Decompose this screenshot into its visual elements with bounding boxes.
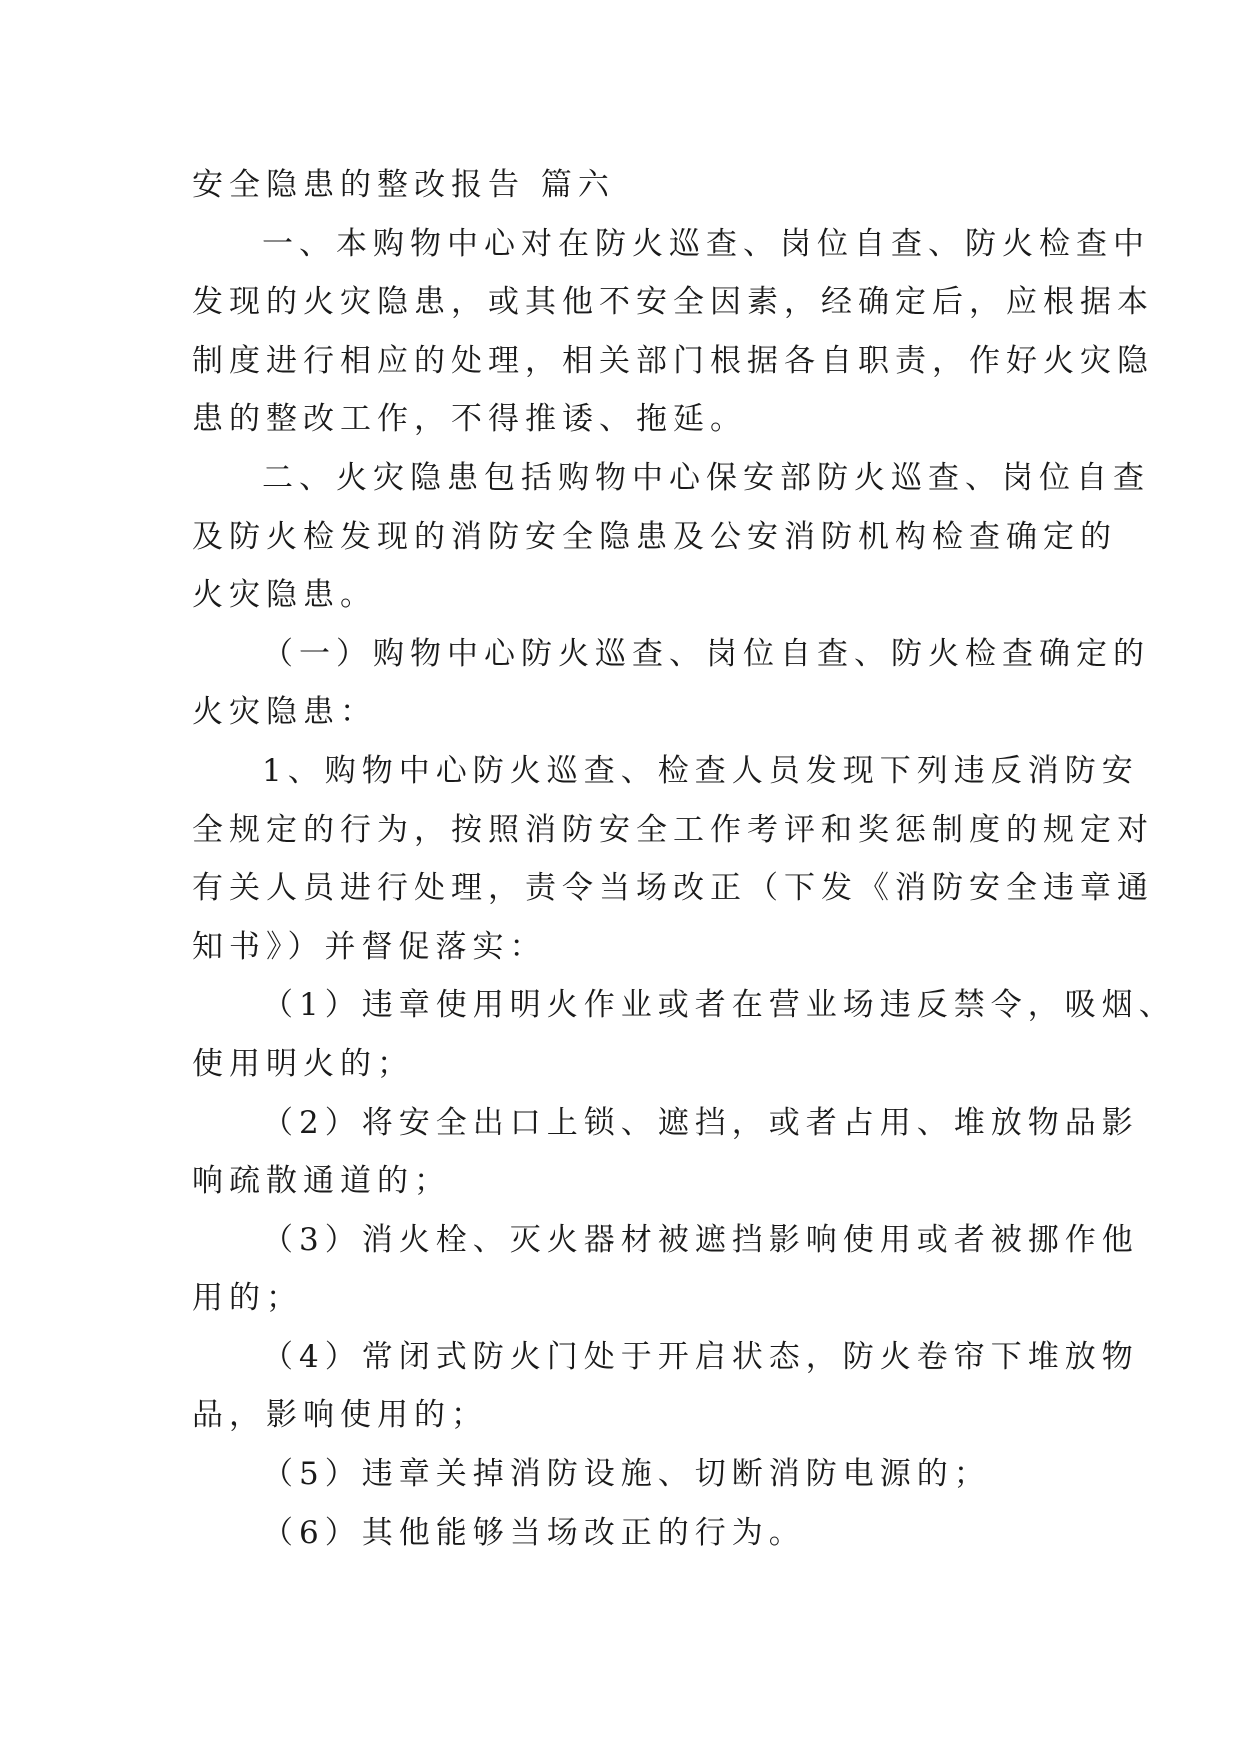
document-body [192, 156, 1176, 1562]
text-line: 发现的火灾隐患，或其他不安全因素，经确定后，应根据本 [192, 284, 1154, 321]
document-title: 安全隐患的整改报告 篇六 [192, 167, 615, 203]
text-line: 火灾隐患。 [192, 577, 377, 614]
text-line: 有关人员进行处理，责令当场改正（下发《消防安全违章通 [192, 870, 1154, 907]
text-line: 制度进行相应的处理，相关部门根据各自职责，作好火灾隐 [192, 342, 1154, 379]
text-line: 全规定的行为，按照消防安全工作考评和奖惩制度的规定对 [192, 811, 1154, 848]
text-line: 二、火灾隐患包括购物中心保安部防火巡查、岗位自查 [262, 459, 1150, 496]
text-line: 用的； [192, 1280, 303, 1317]
text-line: 1、购物中心防火巡查、检查人员发现下列违反消防安 [262, 752, 1139, 789]
text-line: 使用明火的； [192, 1045, 414, 1082]
text-line: （4）常闭式防火门处于开启状态，防火卷帘下堆放物 [262, 1338, 1139, 1375]
document-text [192, 215, 1176, 1563]
text-line: （3）消火栓、灭火器材被遮挡影响使用或者被挪作他 [262, 1221, 1139, 1258]
text-line: （5）违章关掉消防设施、切断消防电源的； [262, 1456, 991, 1493]
text-line: 响疏散通道的； [192, 1163, 451, 1200]
text-line: （6）其他能够当场改正的行为。 [262, 1514, 806, 1551]
text-line: 品，影响使用的； [192, 1397, 488, 1434]
text-line: 火灾隐患： [192, 694, 377, 731]
text-line: （1）违章使用明火作业或者在营业场违反禁令，吸烟、 [262, 987, 1176, 1024]
text-line: 及防火检发现的消防安全隐患及公安消防机构检查确定的 [192, 518, 1117, 555]
text-line: （一）购物中心防火巡查、岗位自查、防火检查确定的 [262, 635, 1150, 672]
text-line: 患的整改工作，不得推诿、拖延。 [192, 401, 747, 438]
text-line: 知书》）并督促落实： [192, 928, 547, 965]
text-line: 一、本购物中心对在防火巡查、岗位自查、防火检查中 [262, 225, 1150, 262]
text-line: （2）将安全出口上锁、遮挡，或者占用、堆放物品影 [262, 1104, 1139, 1141]
